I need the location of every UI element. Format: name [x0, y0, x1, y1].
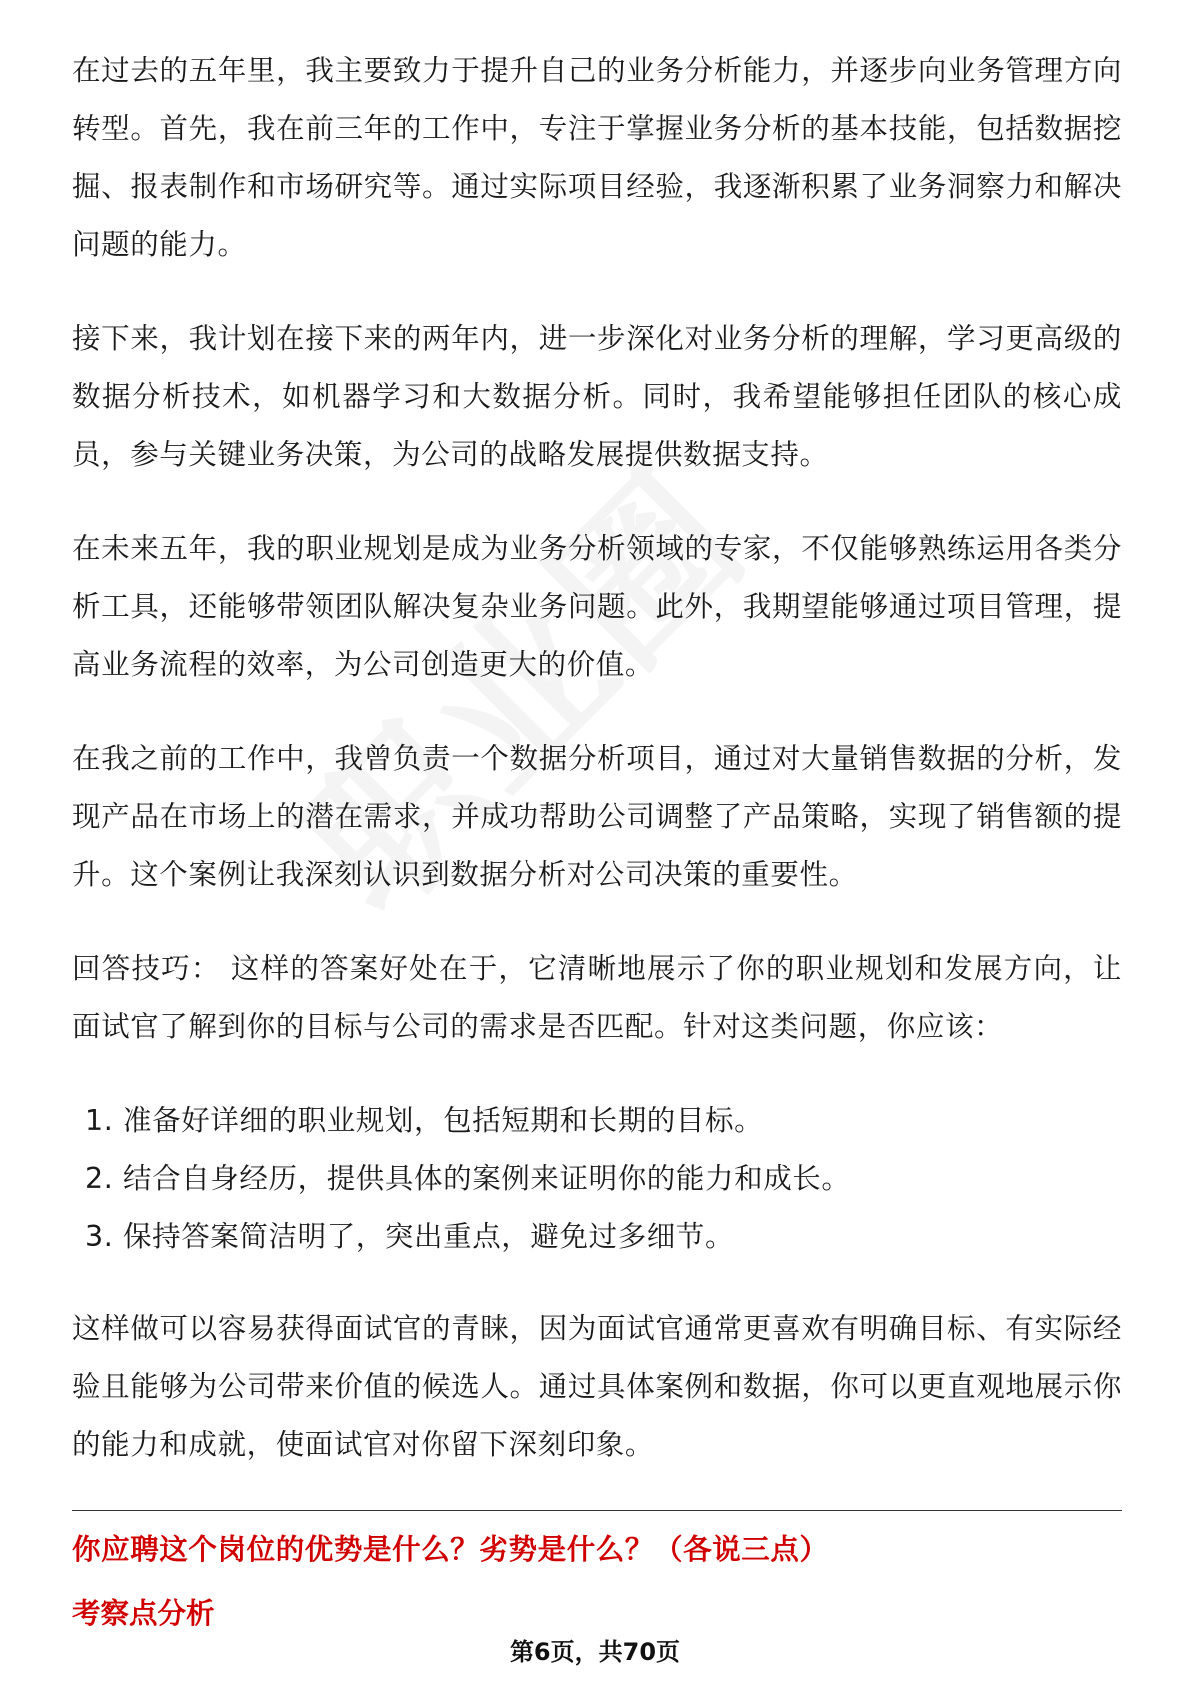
list-item-number: 2. — [85, 1162, 114, 1195]
list-item — [85, 1092, 1122, 1150]
tips-list — [72, 1092, 1122, 1266]
list-item-number: 3. — [85, 1220, 114, 1253]
list-item-text: 保持答案简洁明了，突出重点，避免过多细节。 — [123, 1220, 735, 1253]
paragraph-1: 在过去的五年里，我主要致力于提升自己的业务分析能力，并逐步向业务管理方向转型。首先，我在前三年的工作中，专注于掌握业务分析的基本技能，包括数据挖掘、报表制作和市场研究等。通过实际项目经验，我逐渐积累了业务洞察力和解决问题的能力。 — [72, 54, 1122, 261]
paragraph-2: 接下来，我计划在接下来的两年内，进一步深化对业务分析的理解，学习更高级的数据分析技术，如机器学习和大数据分析。同时，我希望能够担任团队的核心成员，参与关键业务决策，为公司的战略发展提供数据支持。 — [72, 322, 1122, 471]
analysis-subheading: 考察点分析 — [72, 1597, 215, 1630]
answer-tips-intro: 回答技巧： 这样的答案好处在于，它清晰地展示了你的职业规划和发展方向，让面试官了解到你的目标与公司的需求是否匹配。针对这类问题，你应该： — [72, 952, 1122, 1043]
next-question-heading: 你应聘这个岗位的优势是什么？劣势是什么？（各说三点） — [72, 1533, 829, 1566]
section-divider — [72, 1510, 1122, 1511]
list-item-text: 准备好详细的职业规划，包括短期和长期的目标。 — [123, 1104, 764, 1137]
list-item — [85, 1150, 1122, 1208]
list-item — [85, 1208, 1122, 1266]
paragraph-3: 在未来五年，我的职业规划是成为业务分析领域的专家，不仅能够熟练运用各类分析工具，还能够带领团队解决复杂业务问题。此外，我期望能够通过项目管理，提高业务流程的效率，为公司创造更大的价值。 — [72, 532, 1122, 681]
list-item-number: 1. — [85, 1104, 114, 1137]
closing-paragraph: 这样做可以容易获得面试官的青睐，因为面试官通常更喜欢有明确目标、有实际经验且能够为公司带来价值的候选人。通过具体案例和数据，你可以更直观地展示你的能力和成就，使面试官对你留下深刻印象。 — [72, 1312, 1122, 1461]
document-body — [72, 42, 1122, 1643]
page-number: 第6页，共70页 — [509, 1638, 681, 1666]
paragraph-4: 在我之前的工作中，我曾负责一个数据分析项目，通过对大量销售数据的分析，发现产品在市场上的潜在需求，并成功帮助公司调整了产品策略，实现了销售额的提升。这个案例让我深刻认识到数据分析对公司决策的重要性。 — [72, 742, 1122, 891]
list-item-text: 结合自身经历，提供具体的案例来证明你的能力和成长。 — [123, 1162, 851, 1195]
